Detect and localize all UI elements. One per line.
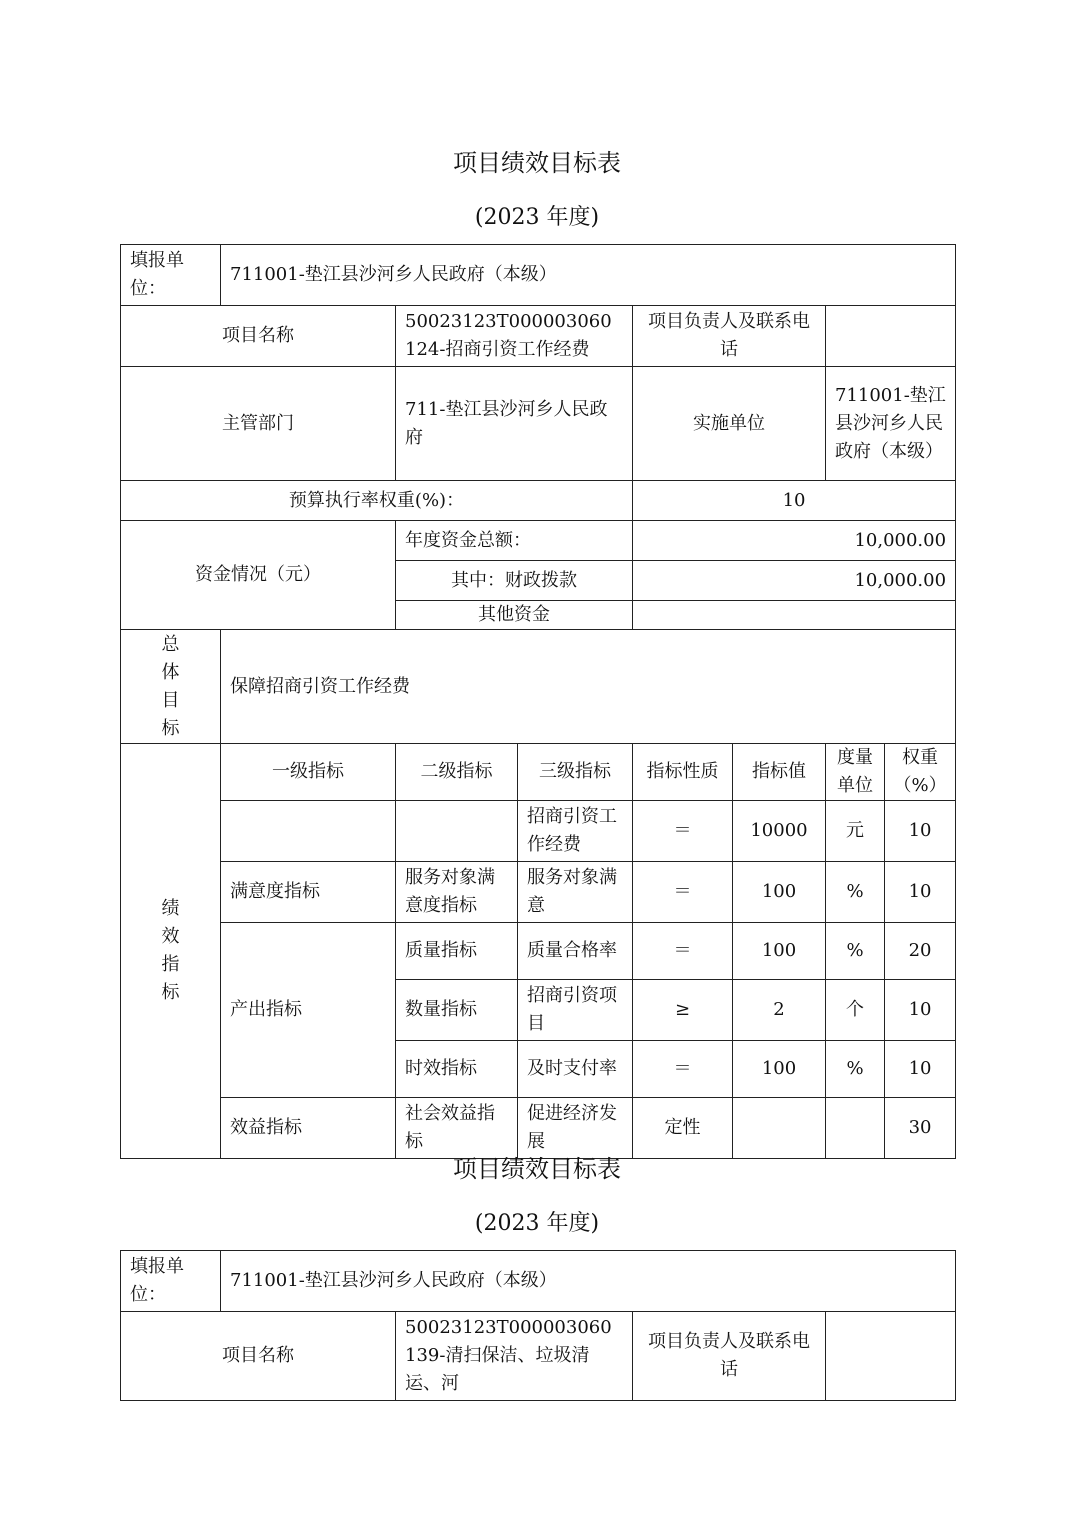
cell-level1 <box>221 801 396 862</box>
cell-value: 100 <box>733 862 826 923</box>
overall-goal-value: 保障招商引资工作经费 <box>221 630 956 744</box>
header-nature: 指标性质 <box>633 744 733 801</box>
header-unit: 度量单位 <box>826 744 885 801</box>
cell-weight: 10 <box>885 801 956 862</box>
cell-weight: 30 <box>885 1098 956 1159</box>
funds-label: 资金情况（元） <box>121 521 396 630</box>
fill-unit-value: 711001-垫江县沙河乡人民政府（本级） <box>221 1251 956 1312</box>
cell-value: 100 <box>733 923 826 980</box>
project-name-value: 50023123T000003060139-清扫保洁、垃圾清运、河 <box>396 1312 633 1401</box>
cell-nature: ≥ <box>633 980 733 1041</box>
cell-level3: 及时支付率 <box>518 1041 633 1098</box>
cell-unit: % <box>826 1041 885 1098</box>
fill-unit-label: 填报单位： <box>121 245 221 306</box>
funds-fiscal-value: 10,000.00 <box>633 561 956 601</box>
cell-nature: ＝ <box>633 923 733 980</box>
cell-value: 2 <box>733 980 826 1041</box>
cell-weight: 10 <box>885 1041 956 1098</box>
cell-level1: 效益指标 <box>221 1098 396 1159</box>
funds-total-row <box>121 521 956 561</box>
table-row <box>121 801 956 862</box>
cell-unit: 个 <box>826 980 885 1041</box>
page-subtitle-year: (2023 年度) <box>474 1211 600 1236</box>
cell-level3: 招商引资工作经费 <box>518 801 633 862</box>
cell-level3: 促进经济发展 <box>518 1098 633 1159</box>
fill-unit-value: 711001-垫江县沙河乡人民政府（本级） <box>221 245 956 306</box>
cell-level1: 产出指标 <box>221 923 396 1098</box>
funds-fiscal-label: 其中：财政拨款 <box>396 561 633 601</box>
cell-level3: 质量合格率 <box>518 923 633 980</box>
header-level1: 一级指标 <box>221 744 396 801</box>
fill-unit-row <box>121 1251 956 1312</box>
contact-label: 项目负责人及联系电话 <box>633 306 826 367</box>
header-value: 指标值 <box>733 744 826 801</box>
cell-weight: 10 <box>885 862 956 923</box>
cell-nature: ＝ <box>633 862 733 923</box>
performance-indicators-label: 绩效指标 <box>121 744 221 1159</box>
table-row <box>121 862 956 923</box>
page-title: 项目绩效目标表 <box>453 149 621 177</box>
cell-unit: % <box>826 923 885 980</box>
cell-level2: 社会效益指标 <box>396 1098 518 1159</box>
cell-level3: 服务对象满意 <box>518 862 633 923</box>
project-name-label: 项目名称 <box>121 1312 396 1401</box>
header-level3: 三级指标 <box>518 744 633 801</box>
funds-other-value <box>633 601 956 630</box>
cell-weight: 20 <box>885 923 956 980</box>
fill-unit-row <box>121 245 956 306</box>
cell-level1: 满意度指标 <box>221 862 396 923</box>
page-subtitle-year: (2023 年度) <box>474 205 600 230</box>
department-row <box>121 367 956 481</box>
implementing-unit-value: 711001-垫江县沙河乡人民政府（本级） <box>826 367 956 481</box>
funds-total-value: 10,000.00 <box>633 521 956 561</box>
budget-rate-label: 预算执行率权重(%)： <box>121 481 633 521</box>
budget-rate-row <box>121 481 956 521</box>
table-row <box>121 923 956 980</box>
cell-nature: ＝ <box>633 1041 733 1098</box>
project-name-row <box>121 306 956 367</box>
project-name-label: 项目名称 <box>121 306 396 367</box>
cell-value: 100 <box>733 1041 826 1098</box>
funds-other-label: 其他资金 <box>396 601 633 630</box>
fill-unit-label: 填报单位： <box>121 1251 221 1312</box>
cell-level2: 时效指标 <box>396 1041 518 1098</box>
cell-level2: 服务对象满意度指标 <box>396 862 518 923</box>
overall-goal-row <box>121 630 956 744</box>
budget-rate-value: 10 <box>633 481 956 521</box>
project-name-row <box>121 1312 956 1401</box>
overall-goal-label: 总体目标 <box>121 630 221 744</box>
cell-level2: 质量指标 <box>396 923 518 980</box>
contact-label: 项目负责人及联系电话 <box>633 1312 826 1401</box>
indicator-header-row <box>121 744 956 801</box>
performance-table <box>120 1250 956 1401</box>
cell-unit: % <box>826 862 885 923</box>
cell-nature: 定性 <box>633 1098 733 1159</box>
department-value: 711-垫江县沙河乡人民政府 <box>396 367 633 481</box>
header-weight: 权重（%） <box>885 744 956 801</box>
page-title: 项目绩效目标表 <box>453 1155 621 1183</box>
project-name-value: 50023123T000003060124-招商引资工作经费 <box>396 306 633 367</box>
funds-total-label: 年度资金总额： <box>396 521 633 561</box>
cell-level2 <box>396 801 518 862</box>
cell-value: 10000 <box>733 801 826 862</box>
contact-value <box>826 1312 956 1401</box>
cell-level2: 数量指标 <box>396 980 518 1041</box>
department-label: 主管部门 <box>121 367 396 481</box>
cell-level3: 招商引资项目 <box>518 980 633 1041</box>
cell-weight: 10 <box>885 980 956 1041</box>
cell-nature: ＝ <box>633 801 733 862</box>
cell-unit: 元 <box>826 801 885 862</box>
performance-table <box>120 244 956 1159</box>
implementing-unit-label: 实施单位 <box>633 367 826 481</box>
header-level2: 二级指标 <box>396 744 518 801</box>
contact-value <box>826 306 956 367</box>
